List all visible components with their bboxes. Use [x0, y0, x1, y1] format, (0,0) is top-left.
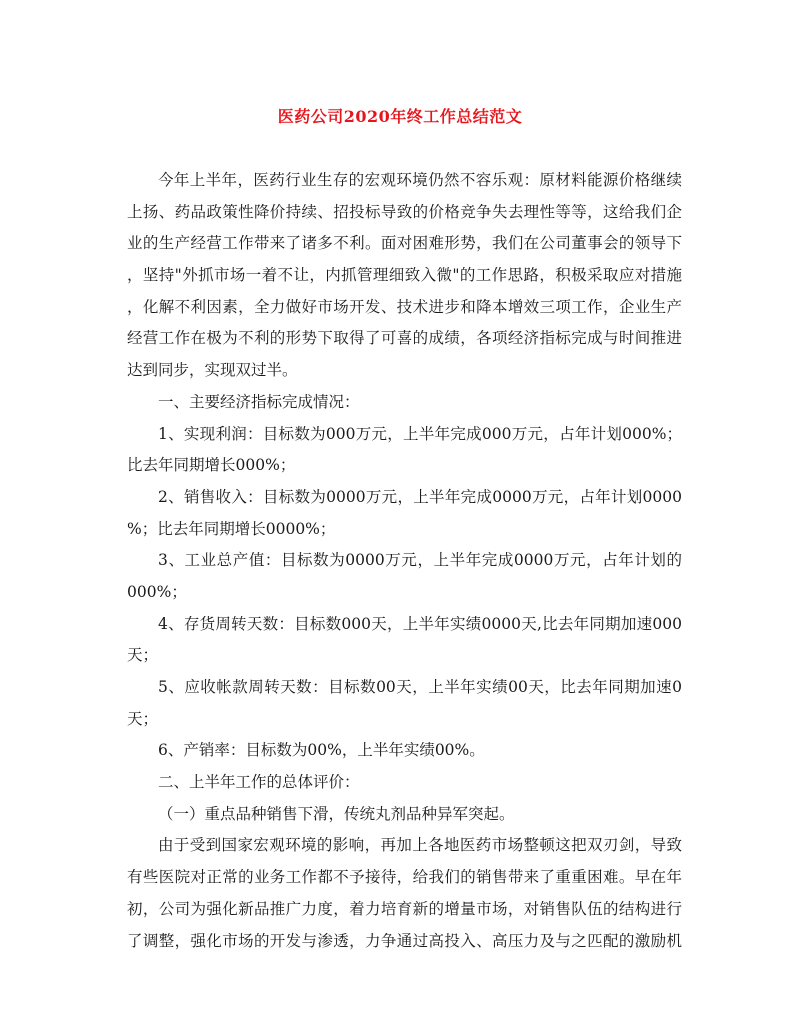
- list-item-line: 1、实现利润：目标数为000万元，上半年完成000万元，占年计划000%；: [158, 424, 682, 443]
- list-item-line: 3、工业总产值：目标数为0000万元，上半年完成0000万元，占年计划的: [158, 551, 682, 570]
- paragraph-line: ，化解不利因素，全力做好市场开发、技术进步和降本增效三项工作，企业生产: [127, 297, 682, 316]
- paragraph-line: 有些医院对正常的业务工作都不予接待，给我们的销售带来了重重困难。早在年: [127, 868, 682, 887]
- paragraph-line: 了调整，强化市场的开发与渗透，力争通过高投入、高压力及与之匹配的激励机: [127, 931, 682, 950]
- paragraph-line: 业的生产经营工作带来了诸多不利。面对困难形势，我们在公司董事会的领导下: [127, 234, 682, 253]
- section-heading: 一、主要经济指标完成情况：: [158, 392, 360, 411]
- list-item-line: 000%；: [127, 582, 187, 601]
- document-body: [127, 165, 682, 957]
- paragraph-line: 上扬、药品政策性降价持续、招投标导致的价格竞争失去理性等等，这给我们企: [127, 202, 682, 221]
- list-item-line: 2、销售收入：目标数为0000万元，上半年完成0000万元，占年计划0000: [158, 487, 682, 506]
- list-item-line: 天；: [127, 646, 159, 665]
- paragraph-line: 由于受到国家宏观环境的影响，再加上各地医药市场整顿这把双刃剑，导致: [158, 836, 682, 855]
- list-item-line: 比去年同期增长000%；: [127, 456, 296, 475]
- paragraph-line: 初，公司为强化新品推广力度，着力培育新的增量市场，对销售队伍的结构进行: [127, 899, 682, 918]
- paragraph-line: ，坚持"外抓市场一着不让，内抓管理细致入微"的工作思路，积极采取应对措施: [127, 266, 682, 285]
- paragraph-line: 今年上半年，医药行业生存的宏观环境仍然不容乐观：原材料能源价格继续: [158, 171, 682, 189]
- list-item-line: 6、产销率：目标数为00%，上半年实绩00%。: [158, 741, 485, 760]
- paragraph-line: 达到同步，实现双过半。: [127, 361, 298, 380]
- list-item-line: 天；: [127, 709, 159, 728]
- list-item-line: %；比去年同期增长0000%；: [127, 519, 336, 538]
- list-item-line: 5、应收帐款周转天数：目标数00天，上半年实绩00天，比去年同期加速0: [158, 678, 682, 696]
- document-title: 医药公司2020年终工作总结范文: [277, 107, 523, 126]
- paragraph-line: 经营工作在极为不利的形势下取得了可喜的成绩，各项经济指标完成与时间推进: [127, 329, 682, 348]
- section-heading: 二、上半年工作的总体评价：: [158, 773, 360, 792]
- list-item-line: 4、存货周转天数：目标数000天，上半年实绩0000天,比去年同期加速000: [158, 614, 682, 633]
- subsection-heading: （一）重点品种销售下滑，传统丸剂品种异军突起。: [158, 804, 515, 823]
